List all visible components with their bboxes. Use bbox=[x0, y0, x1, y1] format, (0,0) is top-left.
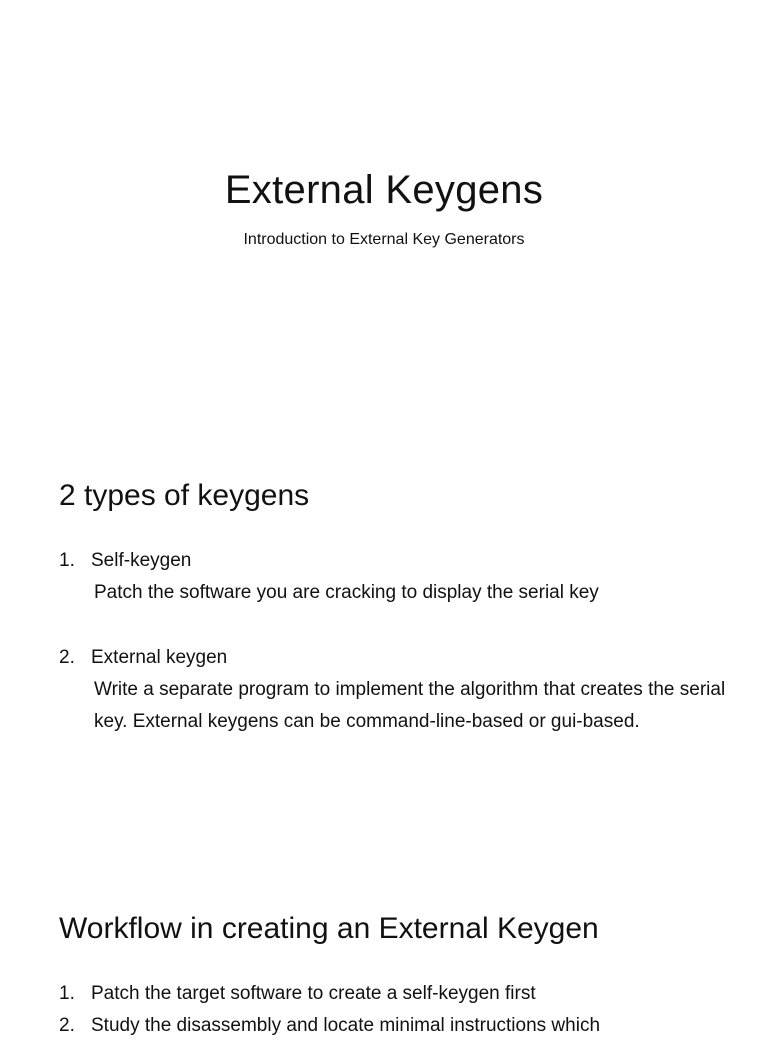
list-item bbox=[59, 1010, 729, 1042]
list-spacer bbox=[59, 609, 729, 642]
workflow-heading: Workflow in creating an External Keygen bbox=[59, 912, 599, 945]
list-item-number: 1. bbox=[59, 983, 75, 1004]
keygen-types-list bbox=[59, 545, 729, 738]
keygen-types-heading: 2 types of keygens bbox=[59, 479, 310, 512]
list-item-label: Self-keygen bbox=[91, 550, 192, 571]
list-item-number: 1. bbox=[59, 550, 75, 571]
keygen-types-section bbox=[59, 477, 729, 738]
page-title: External Keygens bbox=[224, 168, 544, 212]
page-subtitle: Introduction to External Key Generators bbox=[243, 231, 525, 248]
list-item-description: Patch the software you are cracking to display the serial key bbox=[94, 582, 599, 603]
list-item bbox=[59, 642, 729, 738]
list-item bbox=[59, 978, 729, 1010]
list-item-label: Study the disassembly and locate minimal instructions which bbox=[91, 1015, 601, 1036]
list-item-label: External keygen bbox=[91, 647, 228, 668]
list-item bbox=[59, 545, 729, 609]
workflow-list bbox=[59, 978, 729, 1042]
list-item-number: 2. bbox=[59, 647, 75, 668]
title-slide bbox=[0, 0, 768, 430]
list-item-label: Patch the target software to create a self-keygen first bbox=[91, 983, 536, 1004]
list-item-number: 2. bbox=[59, 1015, 75, 1036]
workflow-section bbox=[59, 910, 729, 1042]
list-item-description: Write a separate program to implement the algorithm that creates the serial key. External keygens can be command-line-based or gui-based. bbox=[94, 679, 726, 732]
